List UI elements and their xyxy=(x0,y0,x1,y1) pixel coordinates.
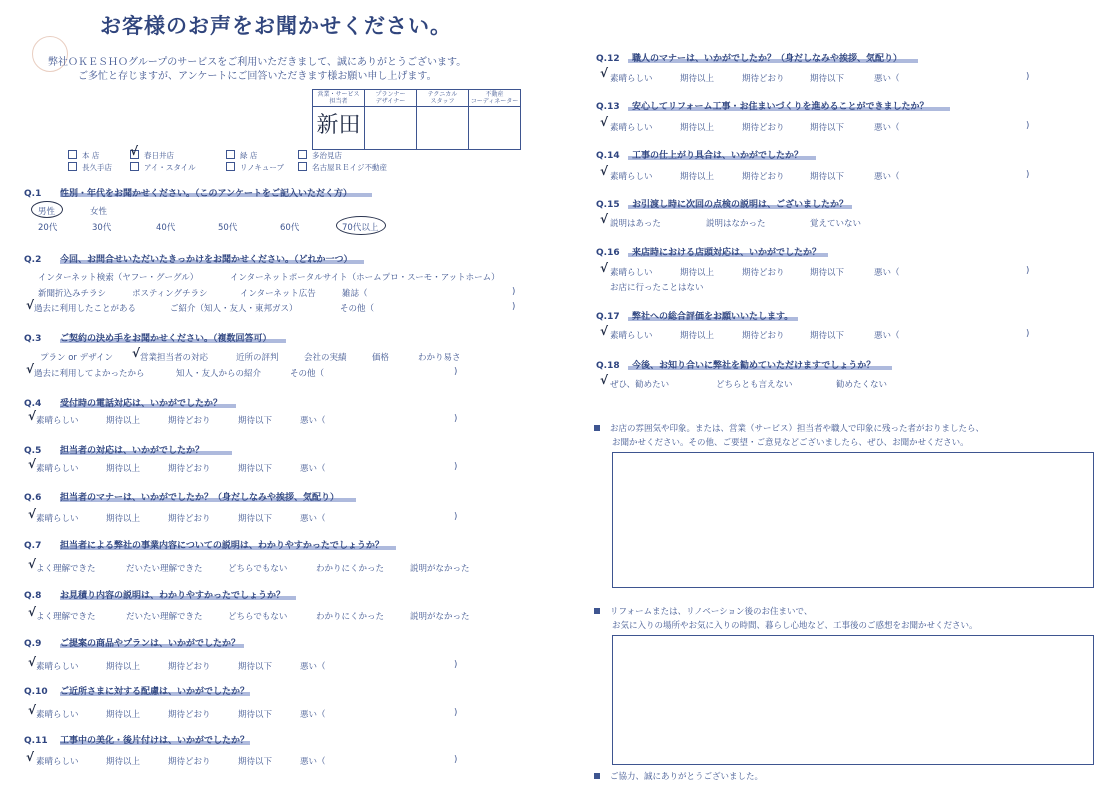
checkbox[interactable] xyxy=(226,162,235,171)
check-mark: √ xyxy=(28,507,37,521)
rating-expected[interactable]: 期待どおり xyxy=(168,757,211,767)
rating-expected[interactable]: 期待どおり xyxy=(742,331,785,341)
free-comment-1-prompt: お店の雰囲気や印象。または、営業（サービス）担当者や職人で印象に残った者がおりましたら、 xyxy=(594,422,984,434)
checkbox[interactable] xyxy=(298,162,307,171)
staff-technical-cell[interactable] xyxy=(417,107,469,150)
rating-expected[interactable]: 期待どおり xyxy=(168,514,211,524)
option-age[interactable]: 40代 xyxy=(156,223,176,233)
rating-below[interactable]: 期待以下 xyxy=(238,757,273,767)
rating-expected[interactable]: 期待どおり xyxy=(742,74,785,84)
option[interactable]: 勧めたくない xyxy=(836,380,888,390)
rating-excellent[interactable]: 素晴らしい xyxy=(610,74,653,84)
intro-line-2: ご多忙と存じますが、アンケートにご回答いただきます様お願い申し上げます。 xyxy=(78,71,437,82)
option-age[interactable]: 50代 xyxy=(218,223,238,233)
option[interactable]: インターネットポータルサイト（ホームプロ・スーモ・アットホーム） xyxy=(230,273,500,283)
free-comment-1-prompt-2: お聞かせください。その他、ご要望・ご意見などございましたら、ぜひ、お聞かせください。 xyxy=(612,438,969,448)
rating-above[interactable]: 期待以上 xyxy=(106,416,141,426)
check-mark: √ xyxy=(600,115,609,129)
option[interactable]: その他（ xyxy=(340,304,375,314)
check-mark: √ xyxy=(26,362,35,376)
option[interactable]: 会社の実績 xyxy=(304,353,347,363)
rating-below[interactable]: 期待以下 xyxy=(238,416,273,426)
checkbox[interactable] xyxy=(298,150,307,159)
check-mark: √ xyxy=(28,605,37,619)
check-mark: √ xyxy=(28,557,37,571)
staff-realestate-cell[interactable] xyxy=(469,107,521,150)
rating-excellent[interactable]: 素晴らしい xyxy=(36,757,79,767)
intro-line-1: 弊社ＯＫＥＳＨＯグループのサービスをご利用いただきまして、誠にありがとうございます。 xyxy=(48,57,467,68)
check-mark: √ xyxy=(28,655,37,669)
checkbox[interactable] xyxy=(226,150,235,159)
question-q14: Q.14 工事の仕上がり具合は、いかがでしたか？ xyxy=(596,151,804,161)
rating-bad[interactable]: 悪い（ xyxy=(874,123,900,133)
rating-below[interactable]: 期待以下 xyxy=(238,662,273,672)
rating-below[interactable]: 期待以下 xyxy=(238,514,273,524)
question-q6: Q.6 担当者のマナーは、いかがでしたか？（身だしなみや挨拶、気配り） xyxy=(24,493,340,503)
paren-close: ) xyxy=(1026,329,1030,339)
free-comment-2-prompt-2: お気に入りの場所やお気に入りの時間、暮らし心地など、工事後のご感想をお聞かせください。 xyxy=(612,621,978,631)
paren-close: ) xyxy=(454,755,458,765)
question-q11: Q.11 工事中の美化・後片付けは、いかがでしたか？ xyxy=(24,736,250,746)
rating-above[interactable]: 期待以上 xyxy=(680,74,715,84)
option[interactable]: ポスティングチラシ xyxy=(132,289,208,299)
clarity-mostly-clear[interactable]: だいたい理解できた xyxy=(126,564,203,574)
paren-close: ) xyxy=(454,708,458,718)
staff-planner-cell[interactable] xyxy=(365,107,417,150)
clarity-very-clear[interactable]: よく理解できた xyxy=(36,564,96,574)
rating-expected[interactable]: 期待どおり xyxy=(168,710,211,720)
square-bullet-icon xyxy=(594,773,600,779)
checkbox[interactable] xyxy=(68,162,77,171)
rating-below[interactable]: 期待以下 xyxy=(238,710,273,720)
option-never-visited[interactable]: お店に行ったことはない xyxy=(610,283,704,293)
paren-close: ) xyxy=(1026,72,1030,82)
question-q7: Q.7 担当者による弊社の事業内容についての説明は、わかりやすかったでしょうか？ xyxy=(24,541,384,551)
rating-above[interactable]: 期待以上 xyxy=(106,757,141,767)
paren-close: ) xyxy=(454,512,458,522)
question-q18: Q.18 今後、お知り合いに弊社を勧めていただけますでしょうか？ xyxy=(596,361,876,371)
option[interactable]: ご紹介（知人・友人・東邦ガス） xyxy=(170,304,298,314)
rating-excellent[interactable]: 素晴らしい xyxy=(610,123,653,133)
clarity-mostly-clear[interactable]: だいたい理解できた xyxy=(126,612,203,622)
rating-bad[interactable]: 悪い（ xyxy=(300,514,326,524)
question-q15: Q.15 お引渡し時に次回の点検の説明は、ございましたか？ xyxy=(596,200,849,210)
staff-table xyxy=(312,89,521,150)
rating-below[interactable]: 期待以下 xyxy=(810,331,845,341)
square-bullet-icon xyxy=(594,608,600,614)
clarity-none[interactable]: 説明がなかった xyxy=(410,564,470,574)
rating-excellent[interactable]: 素晴らしい xyxy=(36,710,79,720)
page-title: お客様のお声をお聞かせください。 xyxy=(100,14,452,38)
store-option[interactable]: 長久手店 xyxy=(68,162,112,173)
option[interactable]: 新聞折込みチラシ xyxy=(38,289,107,299)
answer-circle xyxy=(31,201,63,218)
question-q1: Q.1 性別・年代をお聞かせください。（このアンケートをご記入いただく方） xyxy=(24,189,352,199)
store-option[interactable]: 春日井店 xyxy=(130,150,174,161)
store-option[interactable]: 名古屋ＲＥイジ不動産 xyxy=(298,162,387,173)
option[interactable]: わかり易さ xyxy=(418,353,461,363)
question-q16: Q.16 来店時における店頭対応は、いかがでしたか？ xyxy=(596,248,822,258)
square-bullet-icon xyxy=(594,425,600,431)
rating-above[interactable]: 期待以上 xyxy=(680,123,715,133)
rating-excellent[interactable]: 素晴らしい xyxy=(36,662,79,672)
paren-close: ) xyxy=(454,367,458,377)
option[interactable]: 雑誌（ xyxy=(342,289,368,299)
rating-above[interactable]: 期待以上 xyxy=(680,172,715,182)
option[interactable]: プラン or デザイン xyxy=(40,353,114,363)
store-option[interactable]: リノキューブ xyxy=(226,162,284,173)
check-mark: √ xyxy=(26,298,35,312)
rating-bad[interactable]: 悪い（ xyxy=(300,710,326,720)
paren-close: ) xyxy=(512,287,516,297)
staff-header-planner: プランナー デザイナー xyxy=(365,90,417,107)
rating-bad[interactable]: 悪い（ xyxy=(300,464,326,474)
clarity-unclear[interactable]: わかりにくかった xyxy=(316,612,385,622)
option[interactable]: 近所の評判 xyxy=(236,353,279,363)
rating-below[interactable]: 期待以下 xyxy=(810,123,845,133)
option[interactable]: 過去に利用してよかったから xyxy=(34,369,145,379)
rating-excellent[interactable]: 素晴らしい xyxy=(610,172,653,182)
question-q9: Q.9 ご提案の商品やプランは、いかがでしたか？ xyxy=(24,639,241,649)
option[interactable]: 説明はあった xyxy=(610,219,661,229)
free-comment-1-box[interactable] xyxy=(612,452,1094,588)
paren-close: ) xyxy=(454,462,458,472)
option[interactable]: インターネット広告 xyxy=(240,289,316,299)
paren-close: ) xyxy=(454,414,458,424)
check-mark: √ xyxy=(28,409,37,423)
question-q5: Q.5 担当者の対応は、いかがでしたか？ xyxy=(24,446,205,456)
rating-expected[interactable]: 期待どおり xyxy=(168,464,211,474)
rating-excellent[interactable]: 素晴らしい xyxy=(36,416,79,426)
check-mark: √ xyxy=(600,212,609,226)
rating-excellent[interactable]: 素晴らしい xyxy=(36,464,79,474)
staff-sales-signature[interactable] xyxy=(313,107,365,150)
rating-bad[interactable]: 悪い（ xyxy=(300,662,326,672)
option[interactable]: 過去に利用したことがある xyxy=(34,304,137,314)
store-option[interactable]: 多治見店 xyxy=(298,150,342,161)
rating-bad[interactable]: 悪い（ xyxy=(874,172,900,182)
rating-bad[interactable]: 悪い（ xyxy=(300,416,326,426)
rating-bad[interactable]: 悪い（ xyxy=(300,757,326,767)
rating-expected[interactable]: 期待どおり xyxy=(742,268,785,278)
staff-header-sales: 営業・サービス 担当者 xyxy=(313,90,365,107)
option-age[interactable]: 30代 xyxy=(92,223,112,233)
answer-circle xyxy=(336,216,386,235)
rating-bad[interactable]: 悪い（ xyxy=(874,268,900,278)
rating-excellent[interactable]: 素晴らしい xyxy=(610,268,653,278)
clarity-neutral[interactable]: どちらでもない xyxy=(228,612,288,622)
staff-header-technical: テクニカル スタッフ xyxy=(417,90,469,107)
option[interactable]: 知人・友人からの紹介 xyxy=(176,369,262,379)
option[interactable]: その他（ xyxy=(290,369,325,379)
store-option[interactable]: アイ・スタイル xyxy=(130,162,196,173)
check-mark: √ xyxy=(28,457,37,471)
question-q3: Q.3 ご契約の決め手をお聞かせください。（複数回答可） xyxy=(24,334,272,344)
clarity-none[interactable]: 説明がなかった xyxy=(410,612,470,622)
check-mark: √ xyxy=(600,66,609,80)
signature: 新田 xyxy=(316,113,361,138)
rating-expected[interactable]: 期待どおり xyxy=(742,123,785,133)
clarity-unclear[interactable]: わかりにくかった xyxy=(316,564,385,574)
check-mark: √ xyxy=(26,750,35,764)
closing-message: ご協力、誠にありがとうございました。 xyxy=(594,770,763,782)
rating-excellent[interactable]: 素晴らしい xyxy=(36,514,79,524)
rating-expected[interactable]: 期待どおり xyxy=(742,172,785,182)
rating-below[interactable]: 期待以下 xyxy=(810,172,845,182)
rating-above[interactable]: 期待以上 xyxy=(680,268,715,278)
check-mark: √ xyxy=(600,261,609,275)
check-mark: √ xyxy=(28,703,37,717)
paren-close: ) xyxy=(1026,266,1030,276)
rating-below[interactable]: 期待以下 xyxy=(810,268,845,278)
option-age[interactable]: 60代 xyxy=(280,223,300,233)
rating-above[interactable]: 期待以上 xyxy=(680,331,715,341)
rating-below[interactable]: 期待以下 xyxy=(238,464,273,474)
checkbox[interactable] xyxy=(130,162,139,171)
option[interactable]: インターネット検索（ヤフー・グーグル） xyxy=(38,273,199,283)
question-q12: Q.12 職人のマナーは、いかがでしたか？（身だしなみや挨拶、気配り） xyxy=(596,54,903,64)
paren-close: ) xyxy=(454,660,458,670)
rating-excellent[interactable]: 素晴らしい xyxy=(610,331,653,341)
rating-above[interactable]: 期待以上 xyxy=(106,464,141,474)
question-q10: Q.10 ご近所さまに対する配慮は、いかがでしたか？ xyxy=(24,687,250,697)
question-q4: Q.4 受付時の電話対応は、いかがでしたか？ xyxy=(24,399,223,409)
option-age[interactable]: 20代 xyxy=(38,223,58,233)
check-mark: √ xyxy=(600,373,609,387)
rating-above[interactable]: 期待以上 xyxy=(106,710,141,720)
rating-bad[interactable]: 悪い（ xyxy=(874,74,900,84)
rating-expected[interactable]: 期待どおり xyxy=(168,662,211,672)
check-mark: √ xyxy=(130,144,139,158)
free-comment-2-prompt: リフォームまたは、リノベーション後のお住まいで、 xyxy=(594,605,812,617)
rating-below[interactable]: 期待以下 xyxy=(810,74,845,84)
checkbox[interactable] xyxy=(68,150,77,159)
question-q17: Q.17 弊社への総合評価をお願いいたします。 xyxy=(596,312,794,322)
option[interactable]: 営業担当者の対応 xyxy=(140,353,209,363)
option-male[interactable]: 男性 xyxy=(38,207,56,217)
option[interactable]: ぜひ、勧めたい xyxy=(610,380,670,390)
paren-close: ) xyxy=(512,302,516,312)
staff-header-realestate: 不動産 コーディネーター xyxy=(469,90,521,107)
option-age[interactable]: 70代以上 xyxy=(342,223,379,233)
store-option[interactable]: 本 店 xyxy=(68,150,99,161)
check-mark: √ xyxy=(600,164,609,178)
question-q2: Q.2 今回、お問合せいただいたきっかけをお聞かせください。（どれか一つ） xyxy=(24,255,353,265)
free-comment-2-box[interactable] xyxy=(612,635,1094,765)
rating-above[interactable]: 期待以上 xyxy=(106,662,141,672)
paren-close: ) xyxy=(1026,170,1030,180)
rating-bad[interactable]: 悪い（ xyxy=(874,331,900,341)
question-q8: Q.8 お見積り内容の説明は、わかりやすかったでしょうか？ xyxy=(24,591,286,601)
question-q13: Q.13 安心してリフォーム工事・お住まいづくりを進めることができましたか？ xyxy=(596,102,929,112)
clarity-neutral[interactable]: どちらでもない xyxy=(228,564,288,574)
option[interactable]: どちらとも言えない xyxy=(716,380,793,390)
rating-above[interactable]: 期待以上 xyxy=(106,514,141,524)
clarity-very-clear[interactable]: よく理解できた xyxy=(36,612,96,622)
check-mark: √ xyxy=(132,346,141,360)
check-mark: √ xyxy=(600,324,609,338)
rating-expected[interactable]: 期待どおり xyxy=(168,416,211,426)
option[interactable]: 覚えていない xyxy=(810,219,862,229)
option[interactable]: 説明はなかった xyxy=(706,219,766,229)
store-option[interactable]: 緑 店 xyxy=(226,150,257,161)
paren-close: ) xyxy=(1026,121,1030,131)
option[interactable]: 価格 xyxy=(372,353,390,363)
option-female[interactable]: 女性 xyxy=(90,207,108,217)
